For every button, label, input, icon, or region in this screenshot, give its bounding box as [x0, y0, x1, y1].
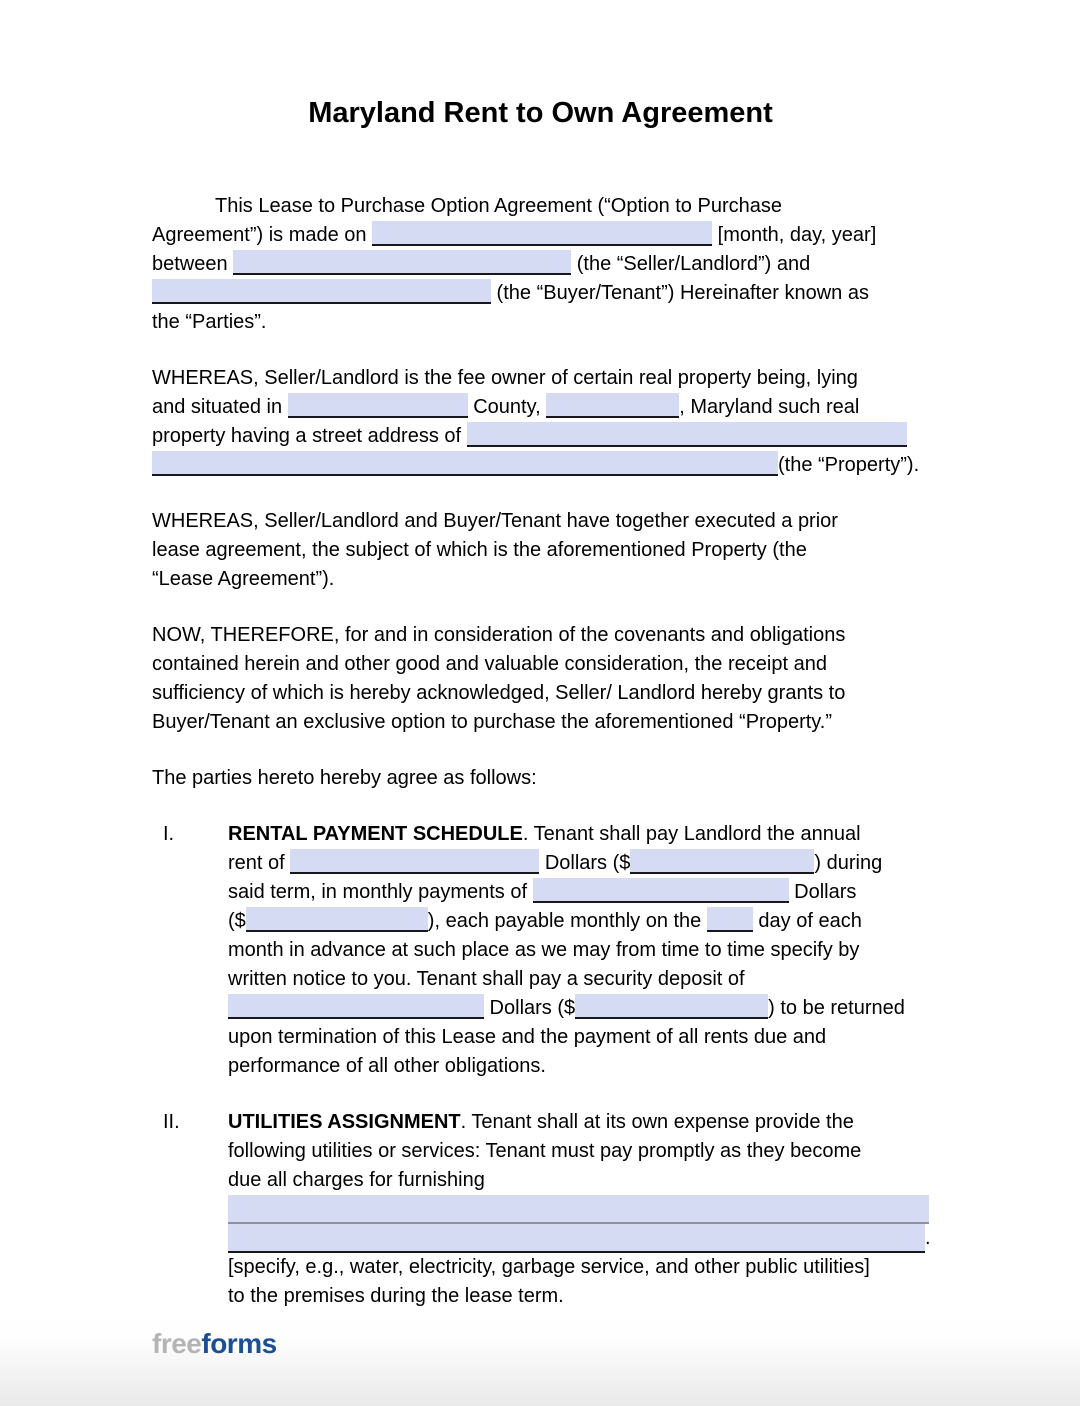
- text-segment: and situated in: [152, 396, 288, 418]
- text-line: [228, 1282, 929, 1311]
- text-line: [152, 451, 929, 480]
- section-utilities-assignment: [152, 1108, 929, 1311]
- text-line: [152, 192, 929, 221]
- text-segment: sufficiency of which is hereby acknowledged, Seller/ Landlord hereby grants to: [152, 682, 846, 704]
- whereas-lease-paragraph: [152, 507, 929, 594]
- text-segment: written notice to you. Tenant shall pay a security deposit of: [228, 968, 745, 990]
- text-line: [228, 1052, 929, 1081]
- section-body: [228, 820, 929, 1081]
- text-segment: to the premises during the lease term.: [228, 1285, 564, 1307]
- field-monthly-rent-amount[interactable]: [246, 907, 428, 932]
- logo-free-text: free: [152, 1328, 202, 1359]
- field-agreement-date[interactable]: [372, 221, 712, 246]
- field-annual-rent-amount[interactable]: [630, 849, 814, 874]
- text-segment: This Lease to Purchase Option Agreement (“Option to Purchase: [215, 195, 782, 217]
- agree-intro-paragraph: [152, 764, 929, 793]
- text-line: [228, 936, 929, 965]
- freeforms-logo: [152, 1329, 277, 1359]
- text-line: [228, 1224, 929, 1253]
- text-segment: County,: [467, 396, 547, 418]
- text-line: [228, 1023, 929, 1052]
- field-street-address-line1[interactable]: [467, 422, 907, 447]
- text-segment: . Tenant shall pay Landlord the annual: [522, 823, 861, 845]
- section-number: II.: [163, 1111, 180, 1133]
- field-county[interactable]: [288, 393, 468, 418]
- text-line: [152, 422, 929, 451]
- text-segment: Dollars ($: [484, 997, 576, 1019]
- logo-forms-text: forms: [201, 1328, 277, 1359]
- section-heading: UTILITIES ASSIGNMENT: [228, 1111, 461, 1133]
- text-line: [152, 708, 929, 737]
- text-line: [228, 907, 929, 936]
- text-segment: WHEREAS, Seller/Landlord is the fee owner of certain real property being, lying: [152, 367, 858, 389]
- text-line: [228, 1137, 929, 1166]
- field-security-deposit-amount[interactable]: [575, 994, 768, 1019]
- text-line: [152, 279, 929, 308]
- text-segment: . Tenant shall at its own expense provide the: [460, 1111, 854, 1133]
- text-segment: day of each: [752, 910, 862, 932]
- text-segment: ) to be returned: [768, 997, 905, 1019]
- text-segment: lease agreement, the subject of which is the aforementioned Property (the: [152, 539, 807, 561]
- text-segment: , Maryland such real: [679, 396, 860, 418]
- text-segment: Buyer/Tenant an exclusive option to purchase the aforementioned “Property.”: [152, 711, 833, 733]
- text-line: [228, 849, 929, 878]
- field-monthly-rent-words[interactable]: [533, 878, 789, 903]
- field-city[interactable]: [546, 393, 679, 418]
- field-seller-name[interactable]: [233, 250, 571, 275]
- field-payment-day[interactable]: [707, 907, 753, 932]
- text-segment: The parties hereto hereby agree as follows:: [152, 767, 537, 789]
- text-segment: Dollars: [788, 881, 857, 903]
- field-buyer-name[interactable]: [152, 279, 491, 304]
- section-rental-payment-schedule: [152, 820, 929, 1081]
- text-line: [152, 507, 929, 536]
- text-line: [152, 364, 929, 393]
- text-segment: due all charges for furnishing: [228, 1169, 485, 1191]
- text-line: [228, 965, 929, 994]
- text-line: [228, 994, 929, 1023]
- intro-paragraph: [152, 192, 929, 337]
- text-segment: Agreement”) is made on: [152, 224, 373, 246]
- text-line: [152, 250, 929, 279]
- text-segment: following utilities or services: Tenant must pay promptly as they become: [228, 1140, 862, 1162]
- text-line: [152, 393, 929, 422]
- text-line: [152, 565, 929, 594]
- text-segment: between: [152, 253, 234, 275]
- text-line: [228, 878, 929, 907]
- text-line: [228, 1253, 929, 1282]
- document-content: [152, 0, 929, 1311]
- text-segment: upon termination of this Lease and the payment of all rents due and: [228, 1026, 827, 1048]
- text-segment: rent of: [228, 852, 291, 874]
- text-segment: month in advance at such place as we may from time to time specify by: [228, 939, 860, 961]
- field-security-deposit-words[interactable]: [228, 994, 484, 1019]
- text-line: [152, 308, 929, 337]
- text-segment: the “Parties”.: [152, 311, 267, 333]
- field-street-address-line2[interactable]: [152, 451, 778, 476]
- text-segment: performance of all other obligations.: [228, 1055, 546, 1077]
- now-therefore-paragraph: [152, 621, 929, 737]
- text-line: [152, 679, 929, 708]
- text-segment: [month, day, year]: [712, 224, 877, 246]
- text-segment: [specify, e.g., water, electricity, garbage service, and other public utilities]: [228, 1256, 870, 1278]
- section-number: I.: [163, 823, 175, 845]
- text-line: [152, 621, 929, 650]
- text-line: [152, 650, 929, 679]
- text-segment: ($: [228, 910, 246, 932]
- text-segment: (the “Property”).: [778, 454, 920, 476]
- text-segment: property having a street address of: [152, 425, 467, 447]
- text-segment: (the “Seller/Landlord”) and: [571, 253, 811, 275]
- text-line: [152, 764, 929, 793]
- text-segment: .: [925, 1227, 931, 1249]
- section-heading: RENTAL PAYMENT SCHEDULE: [228, 823, 523, 845]
- text-segment: ) during: [814, 852, 883, 874]
- text-line: [152, 536, 929, 565]
- text-line: [228, 1108, 929, 1137]
- text-segment: Dollars ($: [539, 852, 631, 874]
- field-utilities-line2[interactable]: [228, 1224, 925, 1253]
- field-annual-rent-words[interactable]: [290, 849, 539, 874]
- text-segment: NOW, THEREFORE, for and in consideration of the covenants and obligations: [152, 624, 846, 646]
- text-line: [228, 820, 929, 849]
- text-segment: said term, in monthly payments of: [228, 881, 533, 903]
- text-segment: contained herein and other good and valuable consideration, the receipt and: [152, 653, 827, 675]
- text-line: [152, 221, 929, 250]
- text-line: [228, 1166, 929, 1195]
- section-body: [228, 1108, 929, 1311]
- document-title: Maryland Rent to Own Agreement: [308, 97, 773, 129]
- text-segment: (the “Buyer/Tenant”) Hereinafter known as: [491, 282, 869, 304]
- text-segment: ), each payable monthly on the: [427, 910, 707, 932]
- text-segment: WHEREAS, Seller/Landlord and Buyer/Tenant have together executed a prior: [152, 510, 838, 532]
- field-utilities-line1[interactable]: [228, 1195, 929, 1224]
- whereas-property-paragraph: [152, 364, 929, 480]
- text-segment: “Lease Agreement”).: [152, 568, 335, 590]
